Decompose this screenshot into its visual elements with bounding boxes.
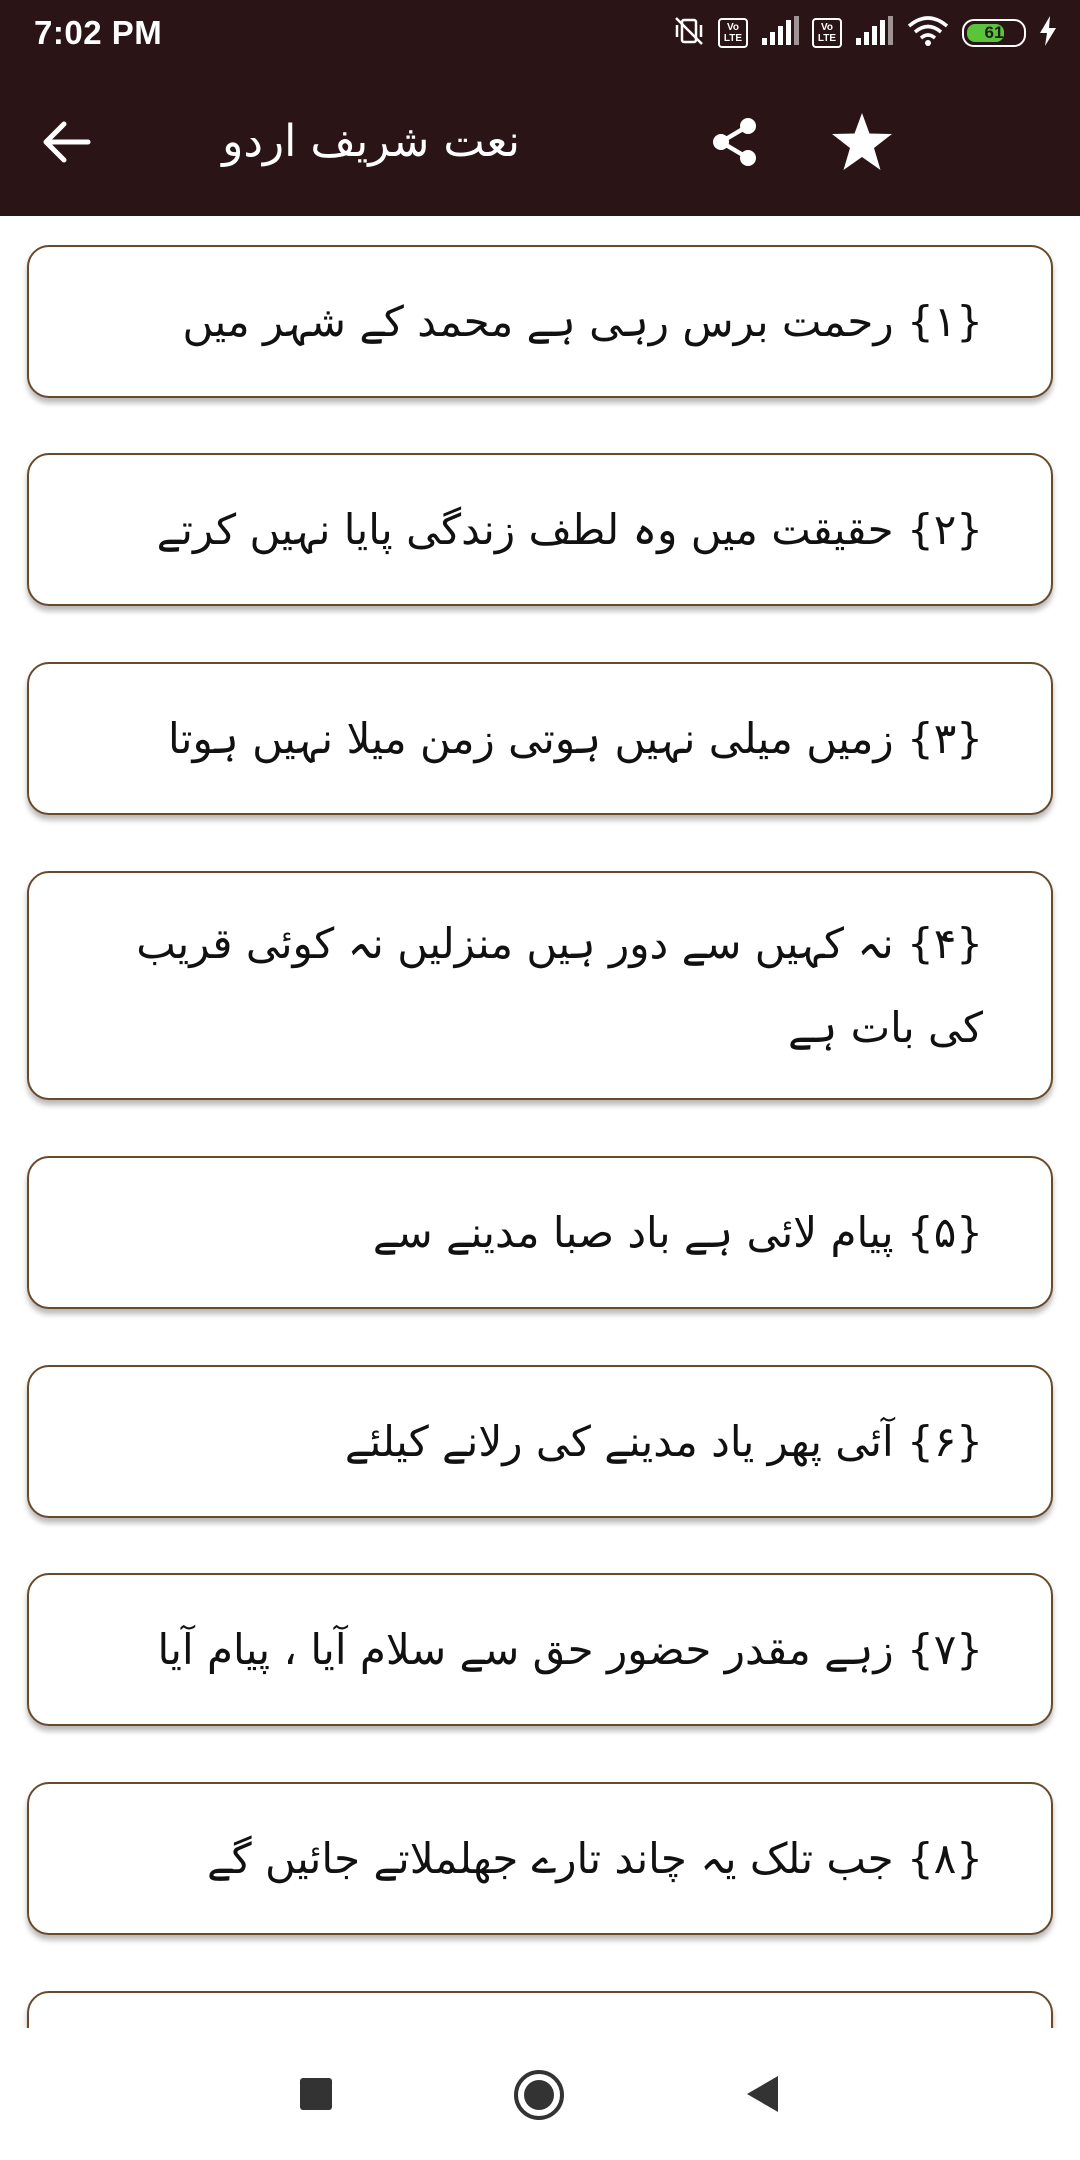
volte-icon: Vo LTE xyxy=(812,18,842,48)
list-item[interactable] xyxy=(27,1156,1053,1309)
list-item-label: {۲} حقیقت میں وہ لطف زندگی پایا نہیں کرتے xyxy=(156,504,983,554)
wifi-icon xyxy=(906,15,950,51)
charging-icon xyxy=(1038,15,1058,51)
share-icon xyxy=(710,116,760,168)
back-triangle-icon xyxy=(744,2074,780,2114)
back-button[interactable] xyxy=(34,110,98,174)
naat-list[interactable] xyxy=(0,216,1080,2028)
home-circle-icon xyxy=(512,2068,566,2122)
recents-button[interactable] xyxy=(298,2076,334,2112)
list-item-label: {۳} زمیں میلی نہیں ہوتی زمن میلا نہیں ہوتا xyxy=(168,713,983,763)
list-item[interactable] xyxy=(27,245,1053,398)
signal-icon xyxy=(760,16,800,50)
list-item-label: {۷} زہے مقدر حضور حق سے سلام آیا ، پیام آیا xyxy=(157,1624,983,1674)
list-item-label: {۶} آئی پھر یاد مدینے کی رلانے کیلئے xyxy=(344,1416,983,1466)
status-icons xyxy=(672,12,1058,54)
mute-vibrate-icon xyxy=(672,14,706,52)
system-nav-bar xyxy=(0,2028,1080,2160)
list-item[interactable] xyxy=(27,871,1053,1100)
list-item[interactable] xyxy=(27,1782,1053,1935)
system-back-button[interactable] xyxy=(742,2074,782,2114)
recents-square-icon xyxy=(299,2077,333,2111)
list-item-label: {۱} رحمت برس رہی ہے محمد کے شہر میں xyxy=(182,296,983,346)
home-button[interactable] xyxy=(512,2068,566,2122)
list-item-label: {۴} نہ کہیں سے دور ہیں منزلیں نہ کوئی قریب کی بات ہے xyxy=(136,918,983,1052)
app-bar xyxy=(0,66,1080,216)
star-icon xyxy=(830,111,894,173)
share-button[interactable] xyxy=(700,110,770,174)
battery-level: 61 xyxy=(984,23,1004,42)
list-item[interactable] xyxy=(27,1365,1053,1518)
battery-icon xyxy=(962,19,1026,47)
status-bar xyxy=(0,0,1080,66)
list-item-label: {۸} جب تلک یہ چاند تارے جھلملاتے جائیں گے xyxy=(207,1833,983,1883)
signal-icon xyxy=(854,16,894,50)
list-item[interactable] xyxy=(27,1991,1053,2028)
favorite-button[interactable] xyxy=(824,106,900,178)
list-item[interactable] xyxy=(27,1573,1053,1726)
volte-icon: Vo LTE xyxy=(718,18,748,48)
list-item[interactable] xyxy=(27,662,1053,815)
back-arrow-icon xyxy=(40,118,92,166)
list-item-label: {۵} پیام لائی ہے باد صبا مدینے سے xyxy=(372,1207,983,1257)
list-item[interactable] xyxy=(27,453,1053,606)
status-time: 7:02 PM xyxy=(34,14,163,51)
page-title: نعت شریف اردو xyxy=(222,116,520,167)
